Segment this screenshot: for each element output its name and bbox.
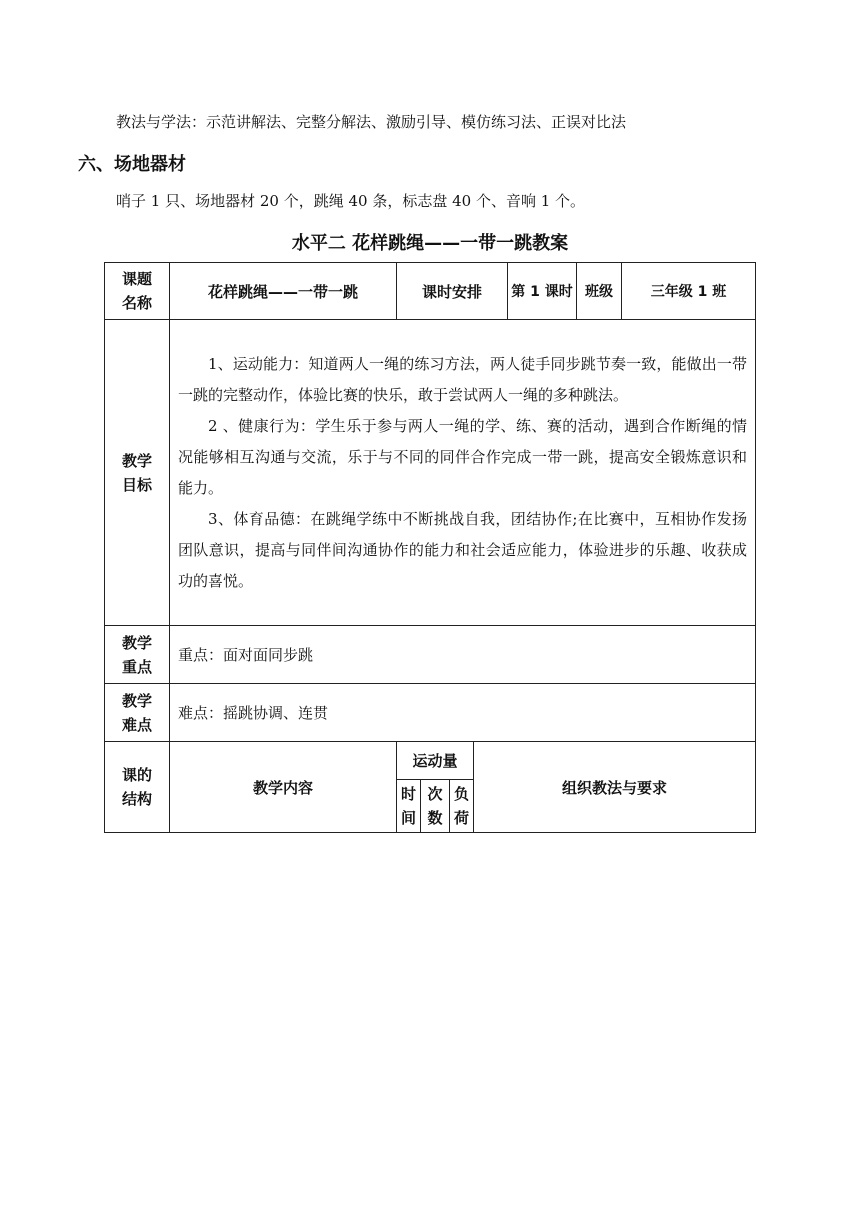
class-label: 班级 (577, 263, 622, 320)
goal-item: 2 、健康行为：学生乐于参与两人一绳的学、练、赛的活动，遇到合作断绳的情况能够相互沟通与交流，乐于与不同的同伴合作完成一带一跳，提高安全锻炼意识和能力。 (178, 416, 748, 497)
intensity-header (450, 780, 474, 833)
exercise-load-header: 运动量 (397, 742, 474, 780)
teaching-content-header: 教学内容 (170, 742, 397, 833)
count-header-line-1: 次 (427, 785, 443, 803)
time-header-line-2: 间 (400, 809, 416, 827)
topic-label-line-1: 课题 (121, 270, 152, 288)
structure-label-line-2: 结构 (121, 790, 152, 808)
difficulty-label-line-2: 难点 (121, 715, 152, 734)
table-row-difficulty (105, 684, 756, 742)
lesson-plan-title: 水平二 花样跳绳——一带一跳教案 (291, 233, 569, 254)
time-header (397, 780, 421, 833)
structure-label-line-1: 课的 (121, 766, 152, 784)
difficulty-label-cell (105, 684, 170, 742)
goals-content (170, 320, 756, 626)
teaching-methods-line: 教法与学法：示范讲解法、完整分解法、激励引导、模仿练习法、正误对比法 (116, 113, 627, 131)
topic-label-line-2: 名称 (121, 294, 152, 312)
intensity-header-line-2: 荷 (453, 809, 469, 827)
equipment-line: 哨子 1 只、场地器材 20 个，跳绳 40 条，标志盘 40 个、音响 1 个。 (116, 192, 586, 210)
goal-item: 1、运动能力：知道两人一绳的练习方法，两人徒手同步跳节奏一致，能做出一带一跳的完整动作，体验比赛的快乐，敢于尝试两人一绳的多种跳法。 (178, 354, 748, 404)
key-point-label-cell (105, 626, 170, 684)
topic-label-cell (105, 263, 170, 320)
goal-item: 3、体育品德：在跳绳学练中不断挑战自我，团结协作;在比赛中，互相协作发扬团队意识，提高与同伴间沟通协作的能力和社会适应能力，体验进步的乐趣、收获成功的喜悦。 (178, 509, 748, 590)
goals-label-cell (105, 320, 170, 626)
difficulty-value: 难点：摇跳协调、连贯 (170, 684, 756, 742)
table-row-goals (105, 320, 756, 626)
goals-label-line-2: 目标 (121, 475, 152, 494)
goals-label-line-1: 教学 (121, 451, 152, 470)
schedule-value: 第 1 课时 (508, 263, 577, 320)
difficulty-label-line-1: 教学 (121, 691, 152, 710)
table-row-topic (105, 263, 756, 320)
time-header-line-1: 时 (400, 785, 416, 803)
count-header (421, 780, 450, 833)
key-point-value: 重点：面对面同步跳 (170, 626, 756, 684)
structure-label-cell (105, 742, 170, 833)
organization-header: 组织教法与要求 (474, 742, 756, 833)
section-heading-equipment: 六、场地器材 (78, 154, 186, 175)
table-row-key-point (105, 626, 756, 684)
key-point-label-line-1: 教学 (121, 633, 152, 652)
table-row-structure-header (105, 742, 756, 780)
key-point-label-line-2: 重点 (121, 657, 152, 676)
topic-value: 花样跳绳——一带一跳 (170, 263, 397, 320)
lesson-plan-table (104, 262, 756, 833)
intensity-header-line-1: 负 (453, 785, 469, 803)
count-header-line-2: 数 (427, 809, 443, 827)
class-value: 三年级 1 班 (622, 263, 756, 320)
schedule-label: 课时安排 (397, 263, 508, 320)
